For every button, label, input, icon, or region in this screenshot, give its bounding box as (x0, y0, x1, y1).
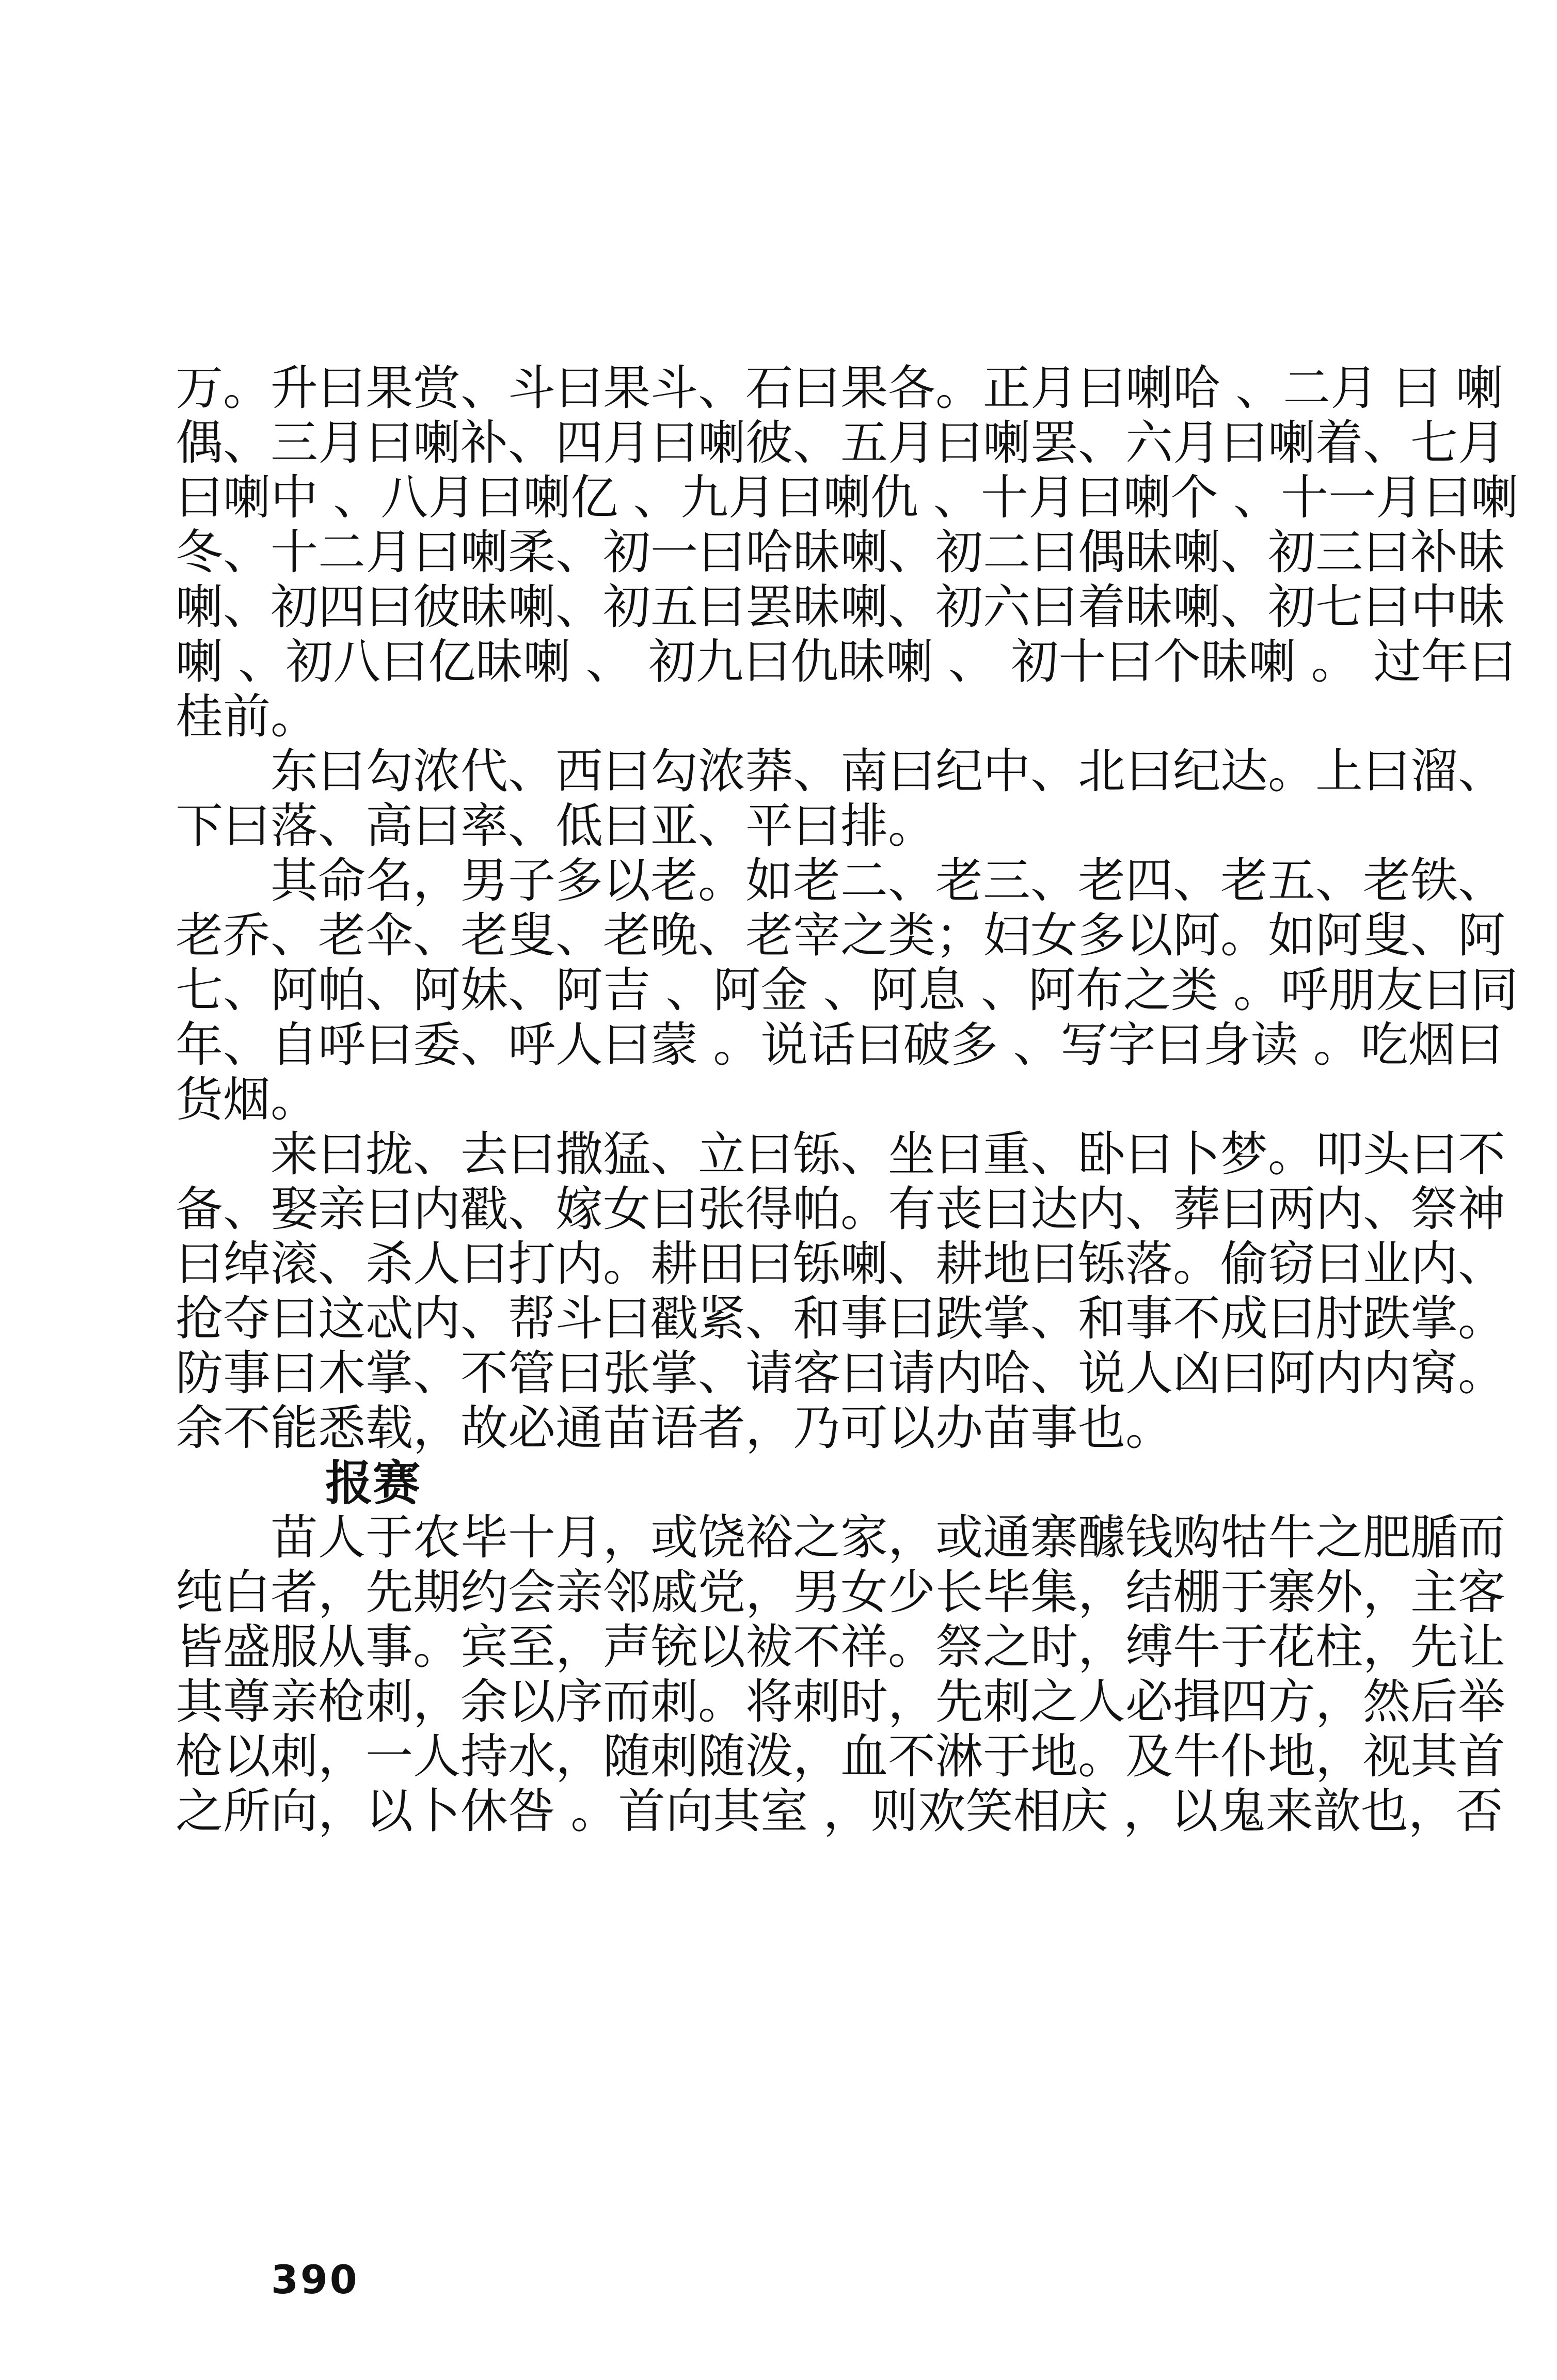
text-line: 曰喇中 、八月曰喇亿 、九月曰喇仇 、十月曰喇个 、十一月曰喇 (176, 470, 1518, 525)
text-line: 纯白者，先期约会亲邻戚党，男女少长毕集，结棚于寨外，主客 (176, 1565, 1506, 1620)
text-line: 下曰落、高曰率、低曰亚、平曰排。 (176, 798, 936, 854)
paragraph-4 (176, 1127, 1506, 1456)
text-line: 七、阿帕、阿妹、阿吉 、阿金 、阿息 、阿布之类 。呼朋友曰同 (176, 963, 1518, 1018)
text-line: 偶、三月曰喇补、四月曰喇彼、五月曰喇罢、六月曰喇着、七月 (176, 415, 1506, 470)
text-line: 货烟。 (176, 1072, 319, 1127)
text-line: 防事曰木掌、不管曰张掌、请客曰请内哈、说人凶曰阿内内窝。 (176, 1346, 1506, 1401)
text-line: 之所向，以卜休咎 。首向其室 ，则欢笑相庆 ，以鬼来歆也，否 (176, 1784, 1503, 1839)
section-paragraph (176, 1510, 1506, 1839)
text-line: 老乔、老伞、老叟、老晚、老宰之类；妇女多以阿。如阿叟、阿 (176, 908, 1506, 963)
text-line: 其尊亲枪刺，余以序而刺。将刺时，先刺之人必揖四方，然后举 (176, 1674, 1506, 1729)
text-line: 皆盛服从事。宾至，声铳以袚不祥。祭之时，缚牛于花柱，先让 (176, 1619, 1506, 1675)
text-line: 备、娶亲曰内戳、嫁女曰张得帕。有丧曰达内、葬曰两内、祭神 (176, 1181, 1506, 1237)
page-number: 390 (271, 2257, 359, 2303)
text-line: 曰绰滚、杀人曰打内。耕田曰铄喇、耕地曰铄落。偷窃曰业内、 (176, 1236, 1506, 1291)
text-line: 喇、初四曰彼昧喇、初五曰罢昧喇、初六曰着昧喇、初七曰中昧 (176, 579, 1506, 635)
text-line: 冬、十二月曰喇柔、初一曰哈昧喇、初二曰偶昧喇、初三曰补昧 (176, 525, 1506, 580)
text-line: 其命名，男子多以老。如老二、老三、老四、老五、老铁、 (271, 853, 1506, 908)
text-line: 余不能悉载，故必通苗语者，乃可以办苗事也。 (176, 1400, 1173, 1456)
text-line: 抢夺曰这忒内、帮斗曰戳紧、和事曰跌掌、和事不成曰肘跌掌。 (176, 1291, 1506, 1346)
paragraph-1 (176, 360, 1518, 744)
text-line: 苗人于农毕十月，或饶裕之家，或通寨醵钱购牯牛之肥腯而 (271, 1510, 1506, 1565)
text-line: 万。升曰果赏、斗曰果斗、石曰果各。正月曰喇哈 、二月 曰 喇 (176, 360, 1503, 416)
body-text (176, 360, 1518, 1839)
text-line: 来曰拢、去曰撒猛、立曰铄、坐曰重、卧曰卜梦。叩头曰不 (271, 1127, 1506, 1182)
text-line: 东曰勾浓代、西曰勾浓莽、南曰纪中、北曰纪达。上曰溜、 (271, 744, 1506, 799)
paragraph-2 (176, 744, 1506, 854)
text-line: 枪以刺，一人持水，随刺随泼，血不淋于地。及牛仆地，视其首 (176, 1729, 1506, 1784)
paragraph-3 (176, 853, 1518, 1127)
section-heading: 报赛 (325, 1455, 421, 1511)
text-line: 桂前。 (176, 689, 319, 744)
text-line: 年、自呼曰委、呼人曰蒙 。说话曰破多 、写字曰身读 。吃烟曰 (176, 1017, 1503, 1073)
text-line: 喇 、初八曰亿昧喇 、 初九曰仇昧喇 、 初十曰个昧喇 。 过年曰 (176, 634, 1516, 689)
